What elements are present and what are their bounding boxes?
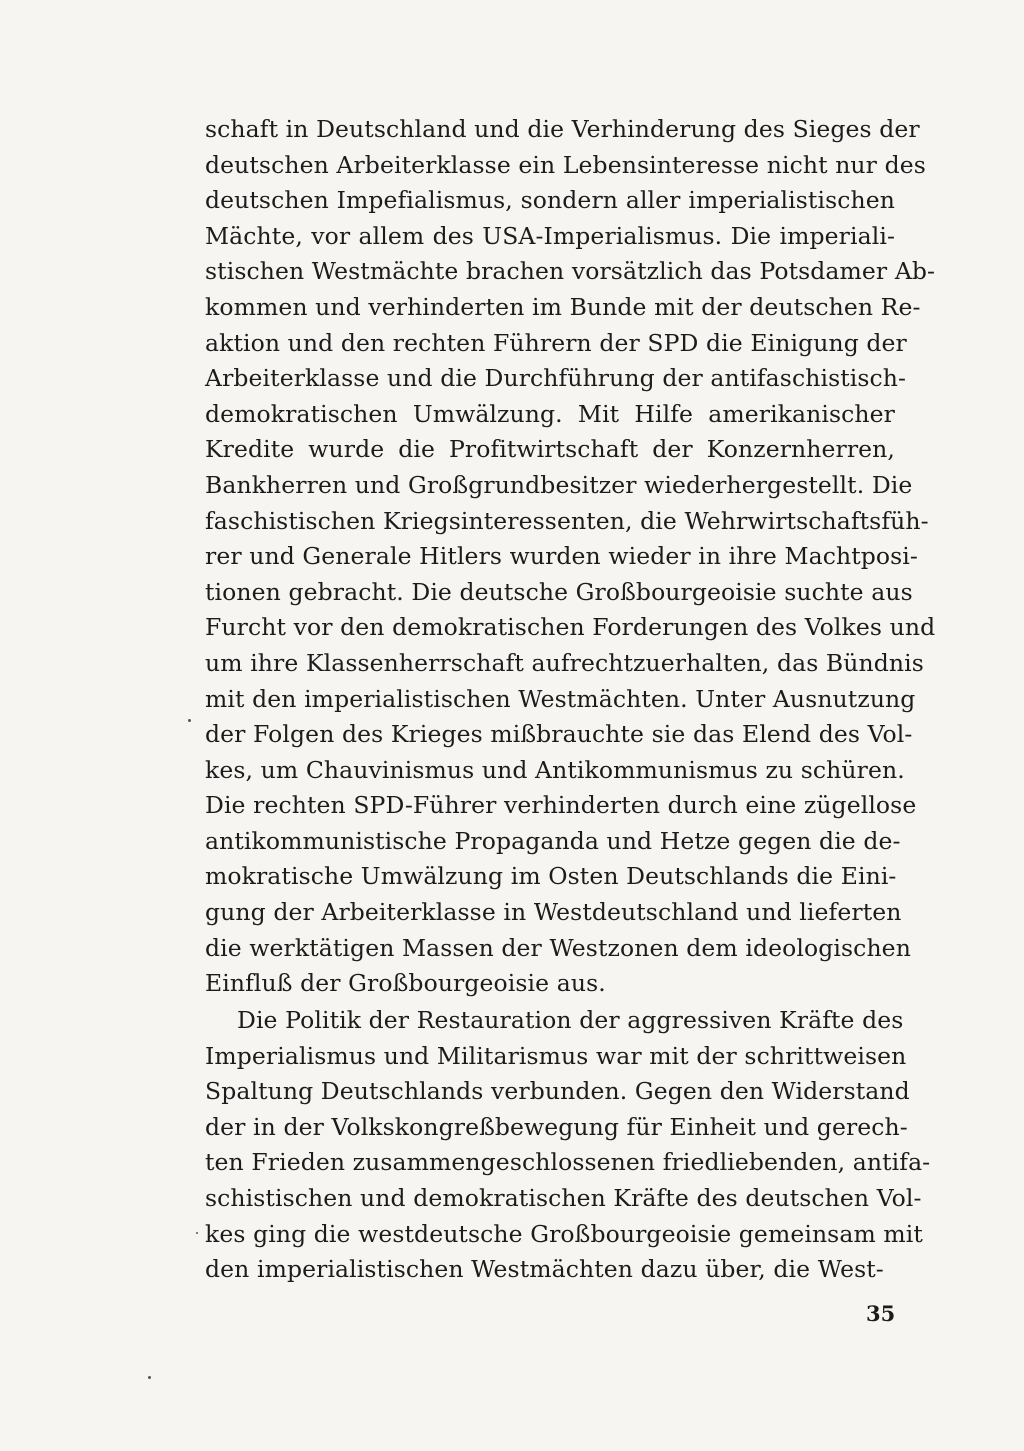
text-line: kes ging die westdeutsche Großbourgeoisie gemeinsam mit: [205, 1219, 923, 1248]
text-line: schistischen und demokratischen Kräfte des deutschen Vol-: [205, 1183, 922, 1212]
text-line: schaft in Deutschland und die Verhinderung des Sieges der: [205, 115, 920, 143]
text-line: rer und Generale Hitlers wurden wieder in ihre Machtposi-: [205, 542, 918, 571]
text-line: um ihre Klassenherrschaft aufrechtzuerhalten, das Bündnis: [205, 648, 924, 677]
text-line: die werktätigen Massen der Westzonen dem ideologischen: [205, 933, 911, 962]
text-line: mit den imperialistischen Westmächten. Unter Ausnutzung: [205, 684, 916, 713]
text-line: Bankherren und Großgrundbesitzer wiederhergestellt. Die: [205, 470, 913, 499]
text-line: kes, um Chauvinismus und Antikommunismus zu schüren.: [205, 755, 905, 784]
text-line: Einfluß der Großbourgeoisie aus.: [205, 969, 606, 998]
paragraph-1: [205, 112, 936, 1002]
text-line: Spaltung Deutschlands verbunden. Gegen den Widerstand: [205, 1077, 910, 1106]
text-line: Die Politik der Restauration der aggressiven Kräfte des: [237, 1006, 904, 1034]
print-speck: [148, 1376, 151, 1379]
text-line: kommen und verhinderten im Bunde mit der deutschen Re-: [205, 292, 921, 321]
print-speck: [196, 1232, 198, 1234]
text-line: gung der Arbeiterklasse in Westdeutschland und lieferten: [205, 898, 902, 927]
text-line: deutschen Impefialismus, sondern aller imperialistischen: [205, 186, 895, 215]
page-number: 35: [866, 1301, 896, 1326]
text-line: Imperialismus und Militarismus war mit der schrittweisen: [205, 1041, 907, 1070]
text-line: aktion und den rechten Führern der SPD die Einigung der: [205, 328, 907, 357]
text-line: den imperialistischen Westmächten dazu über, die West-: [205, 1255, 884, 1284]
text-line: Die rechten SPD-Führer verhinderten durch eine zügellose: [205, 791, 917, 820]
text-line: mokratische Umwälzung im Osten Deutschlands die Eini-: [205, 862, 897, 891]
text-line: tionen gebracht. Die deutsche Großbourgeoisie suchte aus: [205, 577, 913, 606]
text-line: Arbeiterklasse und die Durchführung der antifaschistisch-: [205, 364, 907, 393]
text-line: faschistischen Kriegsinteressenten, die Wehrwirtschaftsfüh-: [205, 506, 929, 535]
print-speck: [188, 719, 191, 722]
text-line: ten Frieden zusammengeschlossenen friedliebenden, antifa-: [205, 1148, 931, 1177]
text-line: deutschen Arbeiterklasse ein Lebensinteresse nicht nur des: [205, 150, 926, 179]
text-line: Mächte, vor allem des USA-Imperialismus. Die imperiali-: [205, 221, 895, 250]
text-line: der Folgen des Krieges mißbrauchte sie das Elend des Vol-: [205, 720, 913, 749]
text-line: Furcht vor den demokratischen Forderungen des Volkes und: [205, 613, 936, 642]
text-line: Kredite wurde die Profitwirtschaft der Konzernherren,: [205, 435, 895, 464]
text-line: stischen Westmächte brachen vorsätzlich das Potsdamer Ab-: [205, 257, 936, 286]
text-line: demokratischen Umwälzung. Mit Hilfe amerikanischer: [205, 399, 895, 428]
text-line: der in der Volkskongreßbewegung für Einheit und gerech-: [205, 1112, 908, 1141]
text-line: antikommunistische Propaganda und Hetze gegen die de-: [205, 826, 901, 855]
paragraph-2: [205, 1003, 931, 1288]
